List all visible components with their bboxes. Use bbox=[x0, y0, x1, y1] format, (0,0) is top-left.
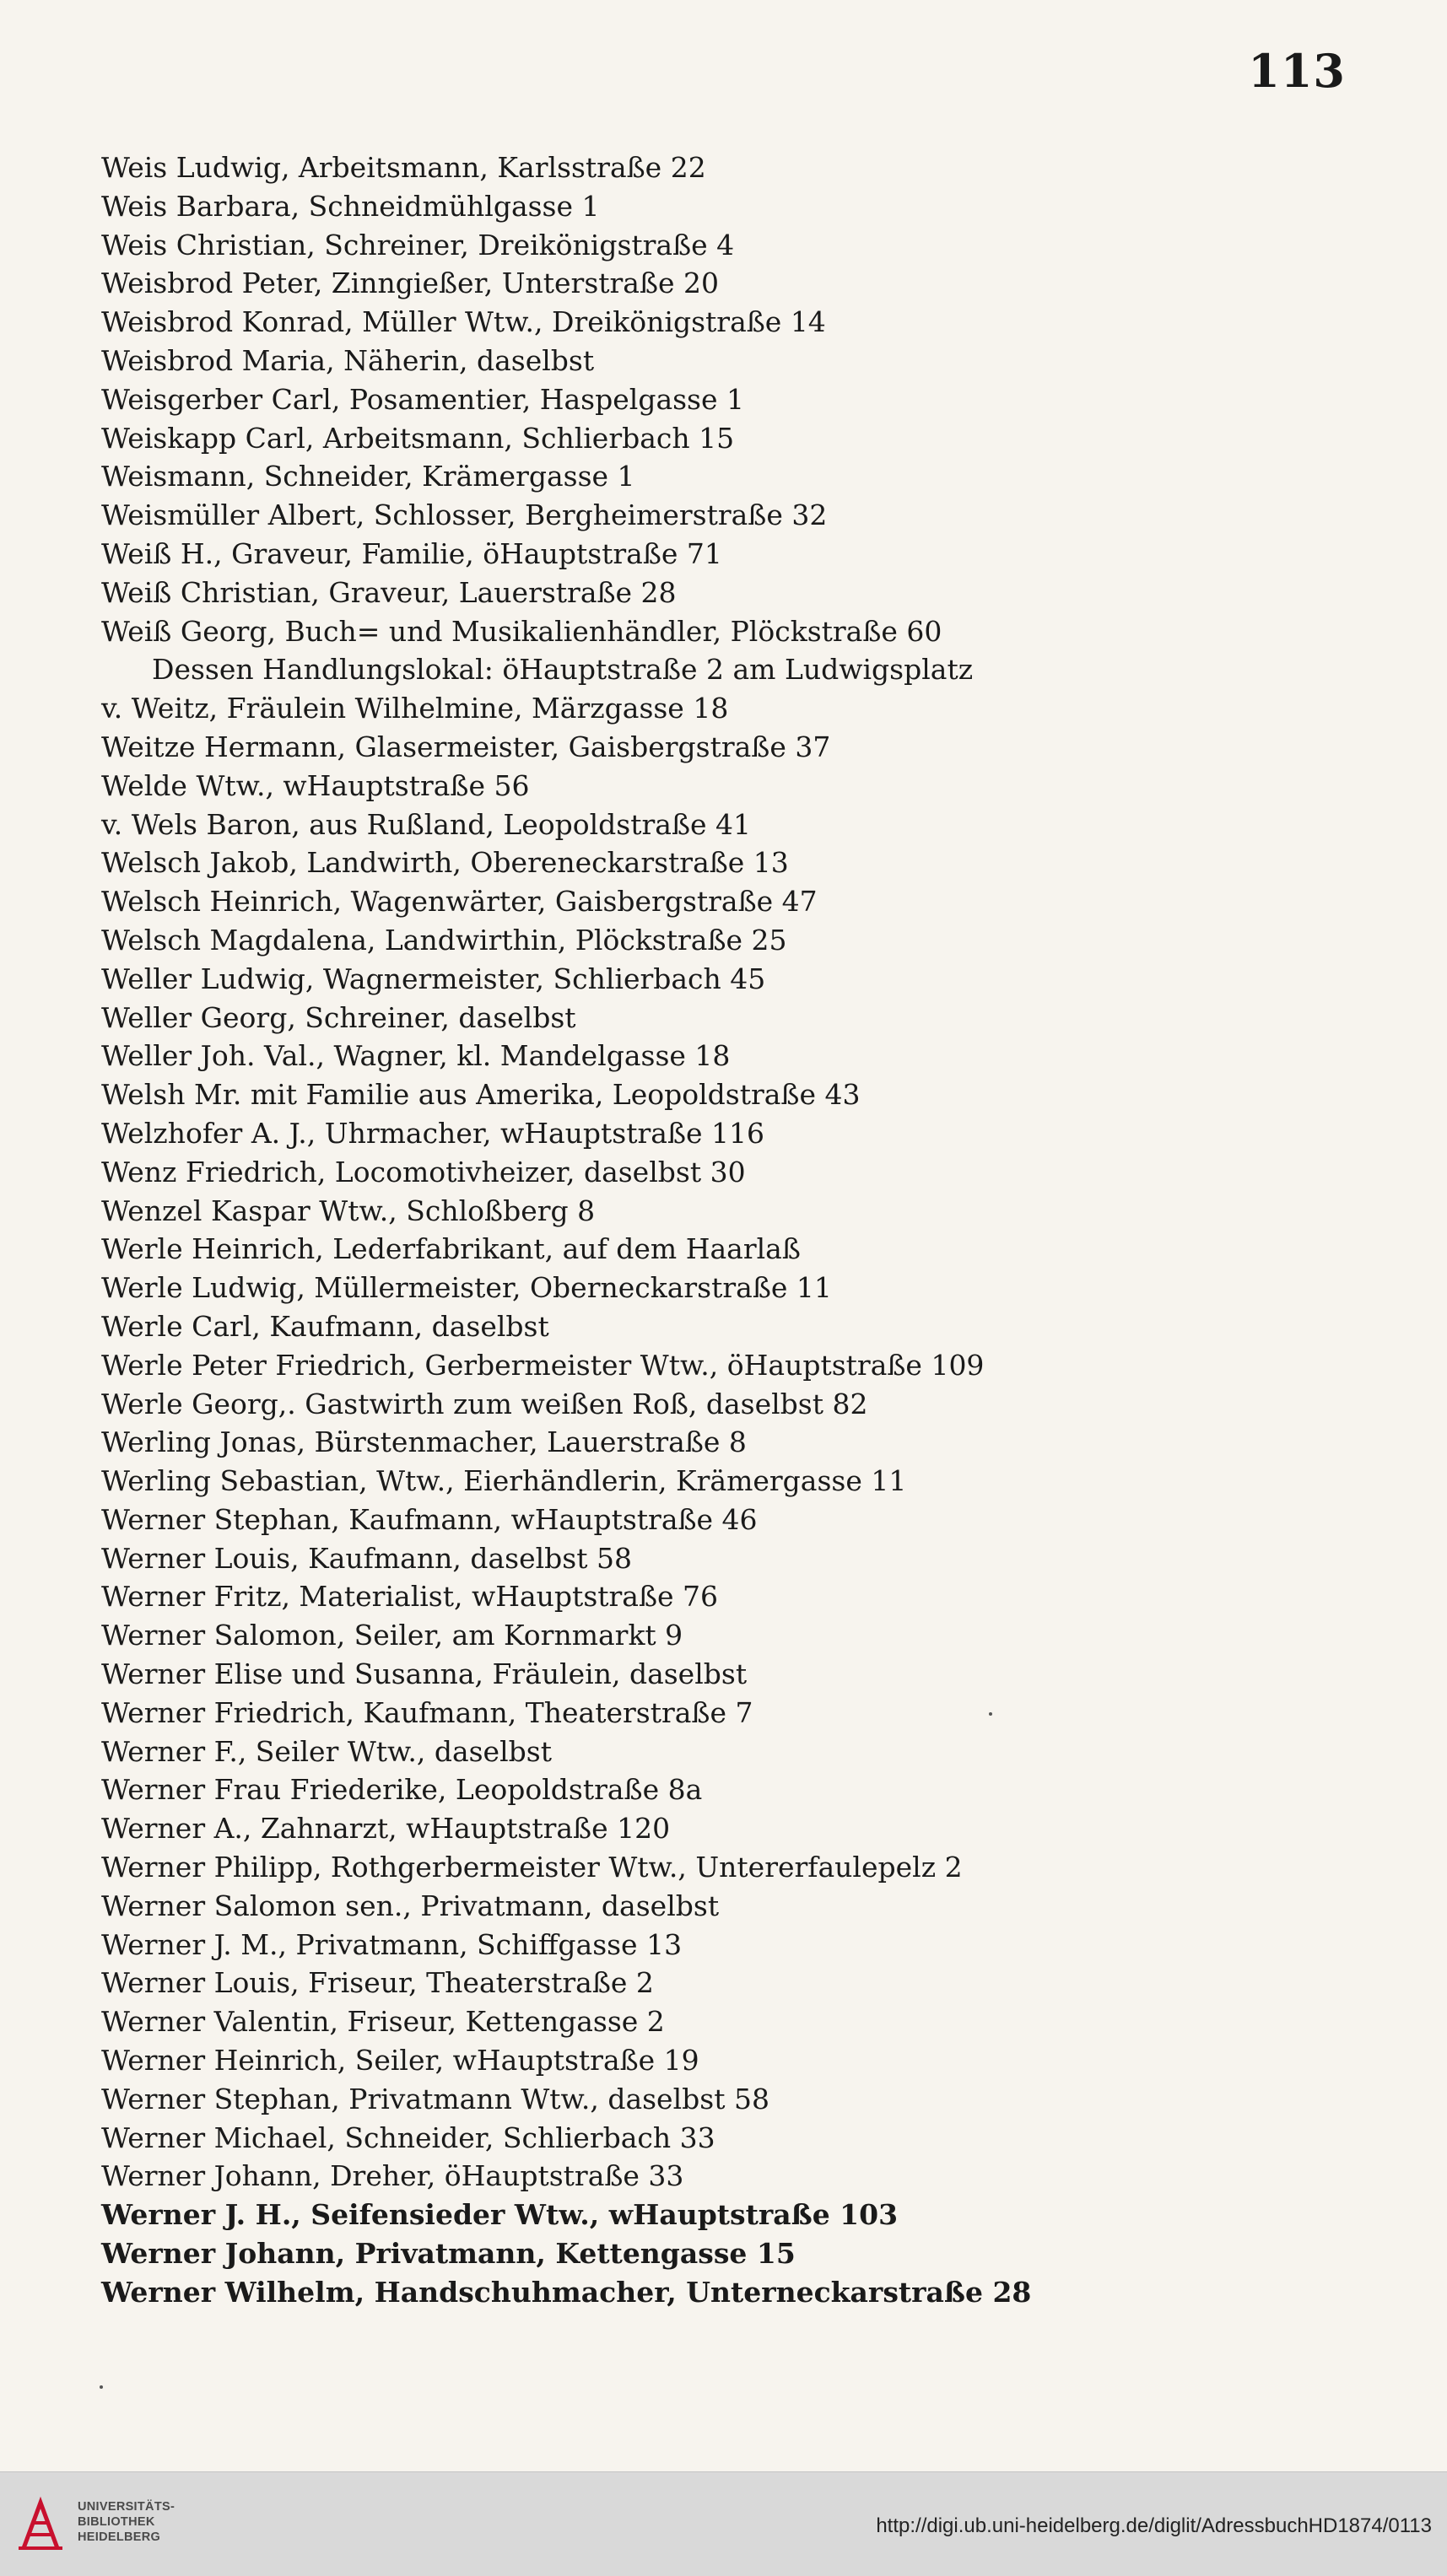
directory-entry: Weis Christian, Schreiner, Dreikönigstraße 4 bbox=[101, 228, 735, 261]
directory-entry: Werner Valentin, Friseur, Kettengasse 2 bbox=[101, 2005, 665, 2039]
directory-entry: Weis Ludwig, Arbeitsmann, Karlsstraße 22 bbox=[101, 151, 706, 184]
directory-entry: Werner Johann, Dreher, öHauptstraße 33 bbox=[101, 2159, 684, 2193]
directory-entry: Weiskapp Carl, Arbeitsmann, Schlierbach 15 bbox=[101, 421, 735, 455]
directory-entry: Werner A., Zahnarzt, wHauptstraße 120 bbox=[101, 1812, 671, 1846]
directory-entry: Weisbrod Peter, Zinngießer, Unterstraße 20 bbox=[101, 267, 720, 300]
directory-entry: Weller Ludwig, Wagnermeister, Schlierbach 45 bbox=[101, 962, 766, 995]
footer-bar bbox=[0, 2471, 1447, 2576]
page-number: 113 bbox=[1248, 44, 1346, 98]
directory-entries bbox=[101, 148, 1367, 2312]
library-name-line: UNIVERSITÄTS- bbox=[78, 2500, 175, 2514]
directory-entry: Werle Ludwig, Müllermeister, Oberneckarstraße 11 bbox=[101, 1271, 832, 1305]
directory-entry: Werle Georg,. Gastwirth zum weißen Roß, daselbst 82 bbox=[101, 1387, 868, 1420]
directory-entry: Werner Louis, Friseur, Theaterstraße 2 bbox=[101, 1966, 654, 2000]
directory-entry: Welde Wtw., wHauptstraße 56 bbox=[101, 768, 530, 802]
directory-entry: Werner Elise und Susanna, Fräulein, daselbst bbox=[101, 1657, 748, 1691]
library-name bbox=[78, 2499, 175, 2545]
library-name-line: BIBLIOTHEK bbox=[78, 2515, 155, 2529]
directory-entry: Werner J. M., Privatmann, Schiffgasse 13 bbox=[101, 1927, 683, 1961]
directory-entry: Weller Joh. Val., Wagner, kl. Mandelgasse 18 bbox=[101, 1039, 731, 1073]
directory-entry: Welsch Heinrich, Wagenwärter, Gaisbergstraße 47 bbox=[101, 885, 818, 919]
directory-entry: Werner Salomon sen., Privatmann, daselbst bbox=[101, 1889, 720, 1922]
directory-entry: Werner F., Seiler Wtw., daselbst bbox=[101, 1734, 552, 1768]
directory-entry: Weis Barbara, Schneidmühlgasse 1 bbox=[101, 189, 600, 223]
directory-entry: Weiß Christian, Graveur, Lauerstraße 28 bbox=[101, 575, 677, 609]
directory-entry: Werner J. H., Seifensieder Wtw., wHauptstraße 103 bbox=[101, 2198, 899, 2232]
directory-entry: Weller Georg, Schreiner, daselbst bbox=[101, 1000, 576, 1034]
directory-entry: Weiß H., Graveur, Familie, öHauptstraße 71 bbox=[101, 536, 722, 570]
directory-entry: Werle Carl, Kaufmann, daselbst bbox=[101, 1309, 549, 1343]
directory-entry: Welzhofer A. J., Uhrmacher, wHauptstraße 116 bbox=[101, 1116, 765, 1150]
university-library-logo-icon[interactable] bbox=[15, 2496, 66, 2555]
directory-entry: Werner Michael, Schneider, Schlierbach 33 bbox=[101, 2121, 715, 2154]
source-url[interactable]: http://digi.ub.uni-heidelberg.de/diglit/AdressbuchHD1874/0113 bbox=[876, 2514, 1432, 2537]
directory-entry: Wenzel Kaspar Wtw., Schloßberg 8 bbox=[101, 1194, 596, 1227]
directory-entry: v. Weitz, Fräulein Wilhelmine, Märzgasse 18 bbox=[101, 692, 729, 725]
directory-entry: Werner Heinrich, Seiler, wHauptstraße 19 bbox=[101, 2044, 699, 2078]
directory-entry: Werner Fritz, Materialist, wHauptstraße 76 bbox=[101, 1580, 719, 1614]
directory-entry: Werling Jonas, Bürstenmacher, Lauerstraße 8 bbox=[101, 1425, 747, 1459]
directory-entry: Welsch Jakob, Landwirth, Obereneckarstraße 13 bbox=[101, 846, 789, 880]
entry-continuation: Dessen Handlungslokal: öHauptstraße 2 am Ludwigsplatz bbox=[152, 653, 974, 687]
directory-entry: Werle Heinrich, Lederfabrikant, auf dem Haarlaß bbox=[101, 1232, 801, 1266]
directory-entry: Werner Frau Friederike, Leopoldstraße 8a bbox=[101, 1773, 703, 1807]
directory-entry: v. Wels Baron, aus Rußland, Leopoldstraße 41 bbox=[101, 807, 752, 841]
directory-entry: Welsh Mr. mit Familie aus Amerika, Leopoldstraße 43 bbox=[101, 1078, 861, 1112]
directory-entry: Werle Peter Friedrich, Gerbermeister Wtw., öHauptstraße 109 bbox=[101, 1348, 985, 1382]
directory-entry: Wenz Friedrich, Locomotivheizer, daselbst 30 bbox=[101, 1155, 746, 1188]
directory-entry: Weismüller Albert, Schlosser, Bergheimerstraße 32 bbox=[101, 498, 828, 532]
directory-entry: Welsch Magdalena, Landwirthin, Plöckstraße 25 bbox=[101, 923, 787, 957]
print-speck bbox=[100, 2385, 103, 2389]
directory-entry: Werner Stephan, Kaufmann, wHauptstraße 46 bbox=[101, 1502, 758, 1536]
directory-entry: Weisgerber Carl, Posamentier, Haspelgasse 1 bbox=[101, 382, 744, 416]
directory-entry: Weitze Hermann, Glasermeister, Gaisbergstraße 37 bbox=[101, 730, 831, 763]
directory-entry: Weismann, Schneider, Krämergasse 1 bbox=[101, 460, 635, 493]
directory-entry: Werner Friedrich, Kaufmann, Theaterstraße 7 bbox=[101, 1695, 753, 1729]
directory-entry: Werner Stephan, Privatmann Wtw., daselbst 58 bbox=[101, 2082, 769, 2115]
directory-entry: Weisbrod Konrad, Müller Wtw., Dreikönigstraße 14 bbox=[101, 305, 826, 339]
directory-entry: Weiß Georg, Buch= und Musikalienhändler, Plöckstraße 60 bbox=[101, 614, 942, 648]
directory-entry: Werner Wilhelm, Handschuhmacher, Unterneckarstraße 28 bbox=[101, 2275, 1032, 2309]
directory-entry: Werner Louis, Kaufmann, daselbst 58 bbox=[101, 1541, 632, 1575]
directory-entry: Werling Sebastian, Wtw., Eierhändlerin, Krämergasse 11 bbox=[101, 1464, 907, 1498]
print-speck bbox=[989, 1712, 992, 1716]
directory-entry: Weisbrod Maria, Näherin, daselbst bbox=[101, 343, 595, 377]
directory-entry: Werner Johann, Privatmann, Kettengasse 15 bbox=[101, 2237, 796, 2271]
library-name-line: HEIDELBERG bbox=[78, 2530, 161, 2544]
directory-entry: Werner Philipp, Rothgerbermeister Wtw., Untererfaulepelz 2 bbox=[101, 1851, 963, 1884]
directory-entry: Werner Salomon, Seiler, am Kornmarkt 9 bbox=[101, 1619, 683, 1652]
